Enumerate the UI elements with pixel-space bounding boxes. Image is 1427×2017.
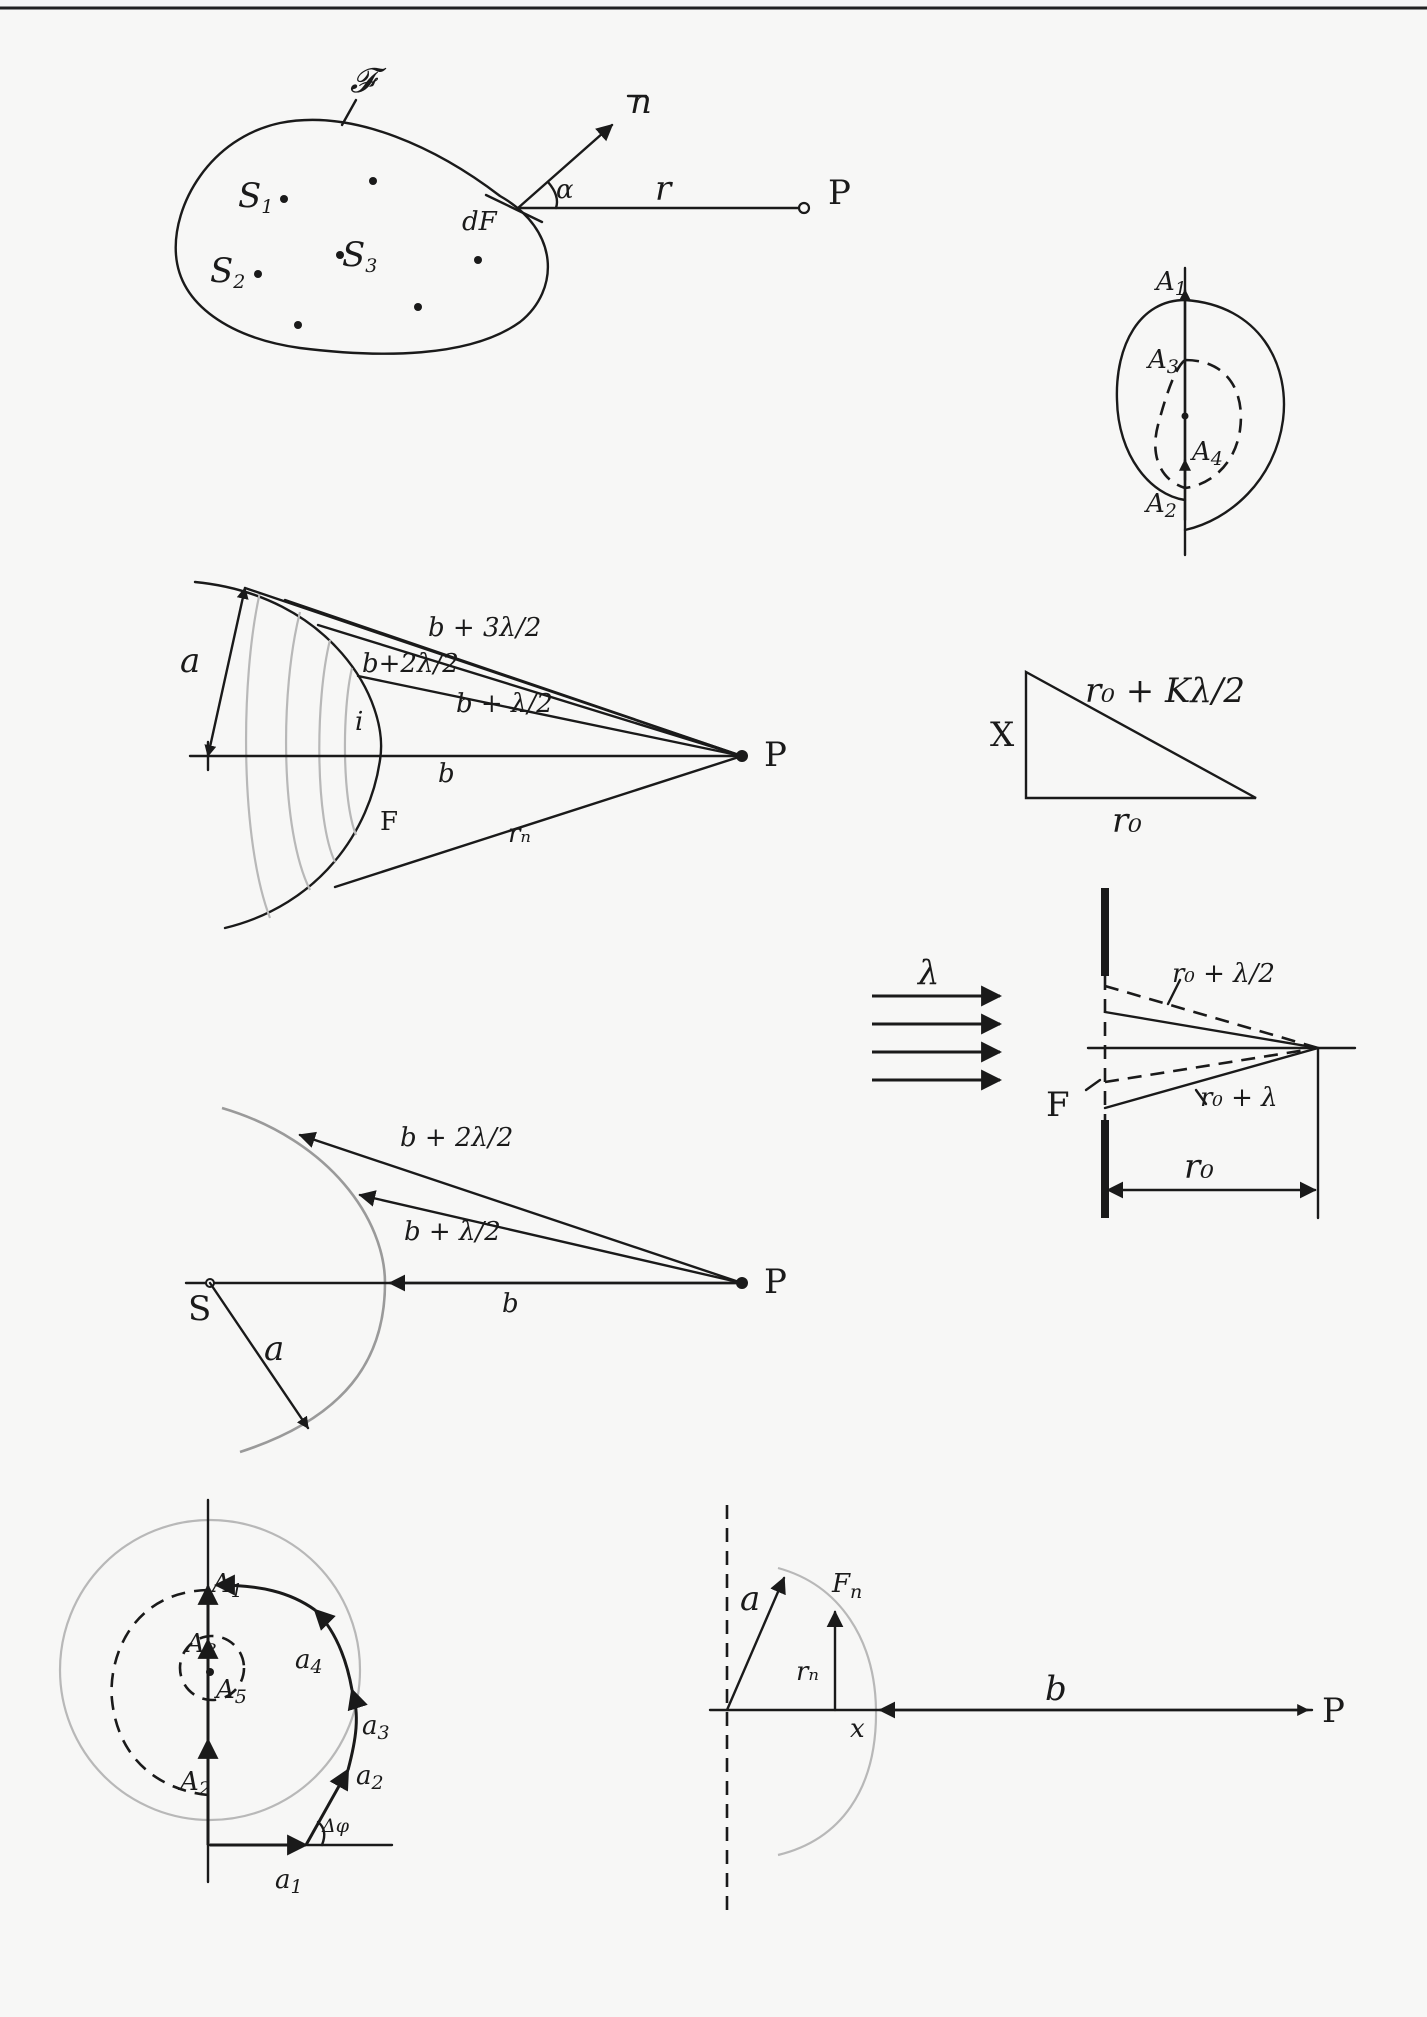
label-a3-small: a3 xyxy=(362,1711,390,1744)
path-label-b3: b + 3λ/2 xyxy=(428,613,542,643)
zone-label-fn: $F_n$ xyxy=(832,1569,863,1603)
distance-label-r0: r₀ xyxy=(1184,1147,1214,1187)
label-a2: A2 xyxy=(1146,489,1177,522)
label-a4-small: a4 xyxy=(295,1645,323,1678)
base-label: r₀ xyxy=(1112,801,1142,841)
point-p-marker xyxy=(799,203,809,213)
angle-label: α xyxy=(556,175,574,205)
label-a5: A5 xyxy=(216,1675,247,1708)
source-point xyxy=(414,303,422,311)
label-a4: A4 xyxy=(1192,437,1223,470)
triangle-diagram xyxy=(990,671,1256,841)
amplitude-spiral-diagram xyxy=(60,1500,392,1898)
surface-element-label: dF xyxy=(462,207,497,237)
leader-line xyxy=(1086,1080,1100,1090)
path-label-b1: b + λ/2 xyxy=(456,689,553,719)
angle-label: Δφ xyxy=(322,1815,350,1837)
source-label-s1: S1 xyxy=(238,176,274,218)
path-label-rn: rₙ xyxy=(508,819,531,849)
aperture-label-f: F xyxy=(1046,1085,1070,1125)
path-label-r1: r₀ + λ/2 xyxy=(1172,959,1275,989)
wavelength-label: λ xyxy=(918,953,940,993)
radius-label: a xyxy=(264,1329,285,1369)
wavefront-arc xyxy=(222,1108,385,1452)
source-point xyxy=(369,177,377,185)
surface-label-f: F xyxy=(380,807,399,837)
path-label-b2: b+2λ/2 xyxy=(362,649,459,679)
normal-vector-label: n xyxy=(630,82,652,122)
source-label-s2: S2 xyxy=(210,251,246,293)
outer-curve-left xyxy=(1117,300,1185,500)
label-a1: A1 xyxy=(1156,267,1187,300)
surface-label: 𝓕 xyxy=(350,61,376,101)
zone-radius-label: rₙ xyxy=(796,1657,819,1687)
label-a3: A3 xyxy=(186,1629,217,1662)
zone-boundary xyxy=(345,668,356,835)
path-label-b2: b + 2λ/2 xyxy=(400,1123,514,1153)
point-p xyxy=(736,1277,748,1289)
sphere-arc xyxy=(778,1568,876,1855)
radius-arrow xyxy=(210,1283,308,1428)
zone-radius-diagram xyxy=(710,1505,1345,1915)
zone-boundary xyxy=(319,640,335,862)
ray-b2 xyxy=(300,1135,742,1283)
ray-upper xyxy=(1105,1012,1318,1048)
surface-label-leader xyxy=(342,100,356,125)
inner-dashed-curve xyxy=(1155,360,1241,488)
zone-index-label: i xyxy=(355,707,364,737)
outer-curve xyxy=(1185,300,1284,530)
path-label-r2: r₀ + λ xyxy=(1200,1083,1278,1113)
distance-label-b: b xyxy=(438,759,455,789)
vector-a3 xyxy=(348,1690,356,1770)
distance-label-b: b xyxy=(1045,1669,1067,1709)
source-point xyxy=(294,321,302,329)
vector-a4 xyxy=(315,1610,352,1690)
source-point xyxy=(474,256,482,264)
amplitude-vector-diagram-small xyxy=(1117,267,1284,555)
surface-diagram xyxy=(176,61,851,354)
aperture-diagram xyxy=(872,888,1355,1218)
offset-label-x: x xyxy=(850,1714,865,1744)
label-a1-small: a1 xyxy=(275,1865,303,1898)
spherical-wave-diagram xyxy=(186,1108,787,1452)
label-a2-small: a2 xyxy=(356,1761,384,1794)
source-label-s3: S3 xyxy=(342,235,378,277)
path-label-b1: b + λ/2 xyxy=(404,1217,501,1247)
point-p-label: P xyxy=(1322,1691,1345,1731)
label-a3: A3 xyxy=(1148,345,1179,378)
zone-boundary xyxy=(286,612,310,890)
radius-arrow xyxy=(208,588,245,756)
distance-label-b: b xyxy=(502,1289,519,1319)
label-a2: A2 xyxy=(180,1767,211,1800)
hypotenuse-label: r₀ + Kλ/2 xyxy=(1085,671,1246,711)
source-label-s: S xyxy=(188,1289,212,1329)
fresnel-zones-diagram xyxy=(180,582,787,928)
dashed-spiral-left xyxy=(112,1590,208,1795)
point-p-label: P xyxy=(764,1262,787,1302)
source-point-s1 xyxy=(280,195,288,203)
source-point-s2 xyxy=(254,270,262,278)
point-p xyxy=(736,750,748,762)
side-label-x: X xyxy=(990,715,1015,755)
radius-label-a: a xyxy=(740,1579,761,1619)
point-p-label: P xyxy=(828,173,851,213)
distance-label: r xyxy=(655,169,672,209)
radius-label: a xyxy=(180,641,201,681)
label-a1-big: A1 xyxy=(212,1569,243,1602)
point-p-label: P xyxy=(764,735,787,775)
